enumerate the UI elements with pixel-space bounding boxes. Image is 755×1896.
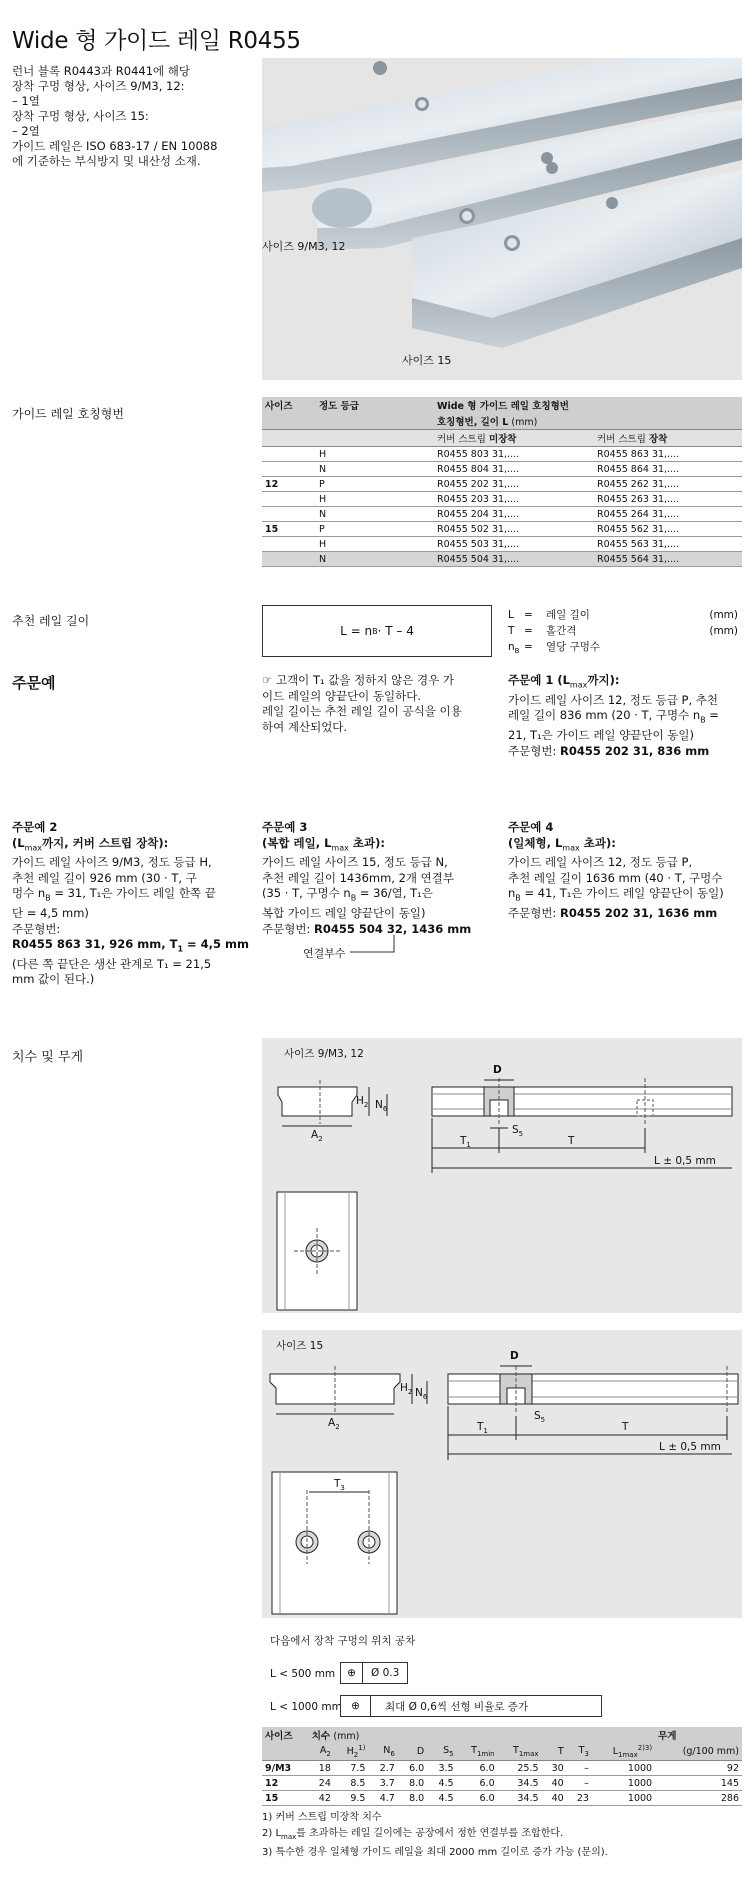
tolerance-1-label: L < 500 mm: [270, 1668, 336, 1680]
cell-part-a: R0455 803 31,....: [434, 447, 594, 462]
dim-A2-15-label: A: [328, 1417, 336, 1429]
cell-grade: N: [316, 507, 434, 522]
ex3-line-tail: = 36/열, T₁은: [356, 886, 433, 901]
photo-label-size-15: 사이즈 15: [402, 354, 452, 367]
cell-part-b: R0455 563 31,....: [594, 537, 742, 552]
ex2-order-value: R0455 863 31, 926 mm, T: [12, 937, 178, 952]
dim-T1: $T_1$: [460, 1135, 471, 1150]
cell: 34.5: [498, 1776, 542, 1791]
dim-T3-15: $T_3$: [334, 1478, 345, 1493]
ex3-line: 복합 가이드 레일 양끝단이 동일): [262, 906, 426, 921]
dim-N6: $N_6$: [375, 1099, 388, 1114]
dim-D: D: [493, 1064, 502, 1076]
cell-grade: H: [316, 447, 434, 462]
cell-grade: H: [316, 492, 434, 507]
cell-part-a: R0455 502 31,....: [434, 522, 594, 537]
ex1-order-label: 주문형번:: [508, 743, 560, 758]
page-title: Wide 형 가이드 레일 R0455: [12, 28, 301, 54]
dimensions-section-label: 치수 및 무게: [12, 1050, 84, 1065]
cell: 6.0: [457, 1791, 498, 1806]
cell: 6.0: [457, 1761, 498, 1776]
cell: 3.5: [427, 1761, 456, 1776]
ex3-line: 가이드 레일 사이즈 15, 정도 등급 N,: [262, 855, 448, 870]
th-group: Wide 형 가이드 레일 호칭형번: [434, 397, 742, 413]
th-weight-unit: (g/100 mm): [655, 1743, 742, 1761]
table-row: [262, 552, 742, 567]
rail-illustration: [262, 58, 742, 380]
th-weight: 무게: [655, 1727, 742, 1743]
th-col: $N_6$: [368, 1743, 397, 1761]
ex2-line: 멍수 n: [12, 886, 46, 901]
dim-T1-label: T: [460, 1135, 467, 1147]
legend-text: 홀간격: [546, 625, 577, 637]
cell-size: 12: [262, 477, 316, 492]
table-row: [262, 507, 742, 522]
th-no-cover-a: 커버 스트립: [437, 434, 489, 445]
joint-label: 연결부수: [303, 947, 346, 960]
ex4-title2: (일체형, L: [508, 835, 563, 850]
cell: 42: [309, 1791, 334, 1806]
ex4-title2-sub: max: [562, 842, 580, 852]
ex1-title: 주문예 1 (L: [508, 673, 570, 687]
ex4-line-tail: = 41, T₁은 가이드 레일 양끝단이 동일): [520, 886, 724, 901]
legend-text: 열당 구멍수: [546, 641, 601, 653]
ex4-line: 가이드 레일 사이즈 12, 정도 등급 P,: [508, 855, 693, 870]
ex1-title-sub: max: [569, 680, 588, 690]
dim-A2-label: A: [311, 1129, 319, 1141]
ex4-line: n: [508, 886, 516, 901]
cell: 8.5: [334, 1776, 369, 1791]
tolerance-title: 다음에서 장착 구멍의 위치 공차: [270, 1635, 416, 1647]
tolerance-1-frame: [340, 1662, 408, 1684]
dim-S5-15: $S_5$: [534, 1410, 546, 1425]
cell-part-a: R0455 203 31,....: [434, 492, 594, 507]
cell: 34.5: [498, 1791, 542, 1806]
th-no-cover: [434, 430, 594, 447]
ex4-title2-post: 초과):: [579, 835, 616, 850]
ex2-title2-sub: max: [24, 842, 43, 852]
note-line: 레일 길이는 추천 레일 길이 공식을 이용: [262, 704, 462, 718]
th-with-cover: [594, 430, 742, 447]
photo-label-size-9-12: 사이즈 9/M3, 12: [262, 240, 346, 253]
order-note: [262, 673, 490, 735]
th-with-cover-b: 장착: [648, 434, 668, 445]
fig2-title: 사이즈 15: [276, 1340, 324, 1352]
ex2-line: 단 = 4,5 mm): [12, 906, 89, 921]
cell-grade: P: [316, 477, 434, 492]
ex1-order-value: R0455 202 31, 836 mm: [559, 743, 710, 758]
cell-size: [262, 537, 316, 552]
th-col: $S_5$: [427, 1743, 456, 1761]
th-col: T: [542, 1743, 567, 1761]
order-example-3: 주문예 3 (복합 레일, $L_{max}$ 초과): 가이드 레일 사이즈 15, 정도 등급 N, 추천 레일 길이 1436mm, 2개 연결부 (35 · T, 구명수 $n_B = 36/$열, T₁은 복합 가이드 레일 양끝단이 동일) 주문형번: R0455 504 32, 1436 mm: [262, 820, 492, 937]
table-row: [262, 477, 742, 492]
dim-A2: $A_2$: [311, 1129, 323, 1144]
footnote: 3) 특수한 경우 일체형 가이드 레일을 최대 2000 mm 길이로 증가 가능 (문의).: [262, 1847, 608, 1858]
dim-T: T: [568, 1135, 575, 1147]
cell-size: 15: [262, 1791, 309, 1806]
footnotes: [262, 1810, 742, 1861]
cell: 7.5: [334, 1761, 369, 1776]
th-col: D: [398, 1743, 427, 1761]
th-with-cover-a: 커버 스트립: [597, 434, 649, 445]
intro-line: 장착 구멍 형상, 사이즈 9/M3, 12:: [12, 79, 185, 93]
cell-grade: N: [316, 552, 434, 567]
note-icon: ☞: [262, 673, 273, 687]
cell: 1000: [592, 1791, 655, 1806]
cell: 24: [309, 1776, 334, 1791]
ex1-title-post: 까지):: [587, 673, 620, 687]
ex2-order-tail: = 4,5 mm: [183, 937, 250, 952]
intro-line: – 1열: [12, 94, 40, 108]
ex4-title: 주문예 4: [508, 820, 554, 834]
ex2-title: 주문예 2: [12, 820, 58, 834]
cell-part-a: R0455 504 31,....: [434, 552, 594, 567]
legend-key-sub: B: [514, 647, 520, 656]
intro-line: 가이드 레일은 ISO 683-17 / EN 10088: [12, 139, 218, 153]
footnote-2-b: 를 초과하는 레일 길이에는 공장에서 정한 연결부를 조합한다.: [296, 1828, 564, 1839]
dim-H2: $H_2$: [356, 1095, 369, 1110]
joint-leader-line: [350, 935, 400, 960]
note-line: 고객이 T₁ 값을 정하지 않은 경우 가: [275, 673, 454, 687]
legend-eq: =: [524, 609, 533, 621]
fig1-drawing: [262, 1038, 742, 1313]
fig1-title: 사이즈 9/M3, 12: [284, 1048, 364, 1060]
order-example-1: 주문예 1 ($L_{max}$까지): 가이드 레일 사이즈 12, 정도 등급 P, 추천 레일 길이 836 mm (20 · T, 구명수 $n_B$ = 21, T₁은 가이드 레일 양끝단이 동일) 주문형번: R0455 202 31, 836 mm: [508, 673, 748, 759]
cell: 2.7: [368, 1761, 397, 1776]
ex4-order-value: R0455 202 31, 1636 mm: [559, 906, 718, 921]
legend-eq: =: [524, 641, 533, 653]
dim-D-15: D: [510, 1350, 519, 1362]
th-dim-text: 치수: [311, 1731, 331, 1742]
dim-A2-15: $A_2$: [328, 1417, 340, 1432]
dim-H2-15-label: H: [400, 1382, 408, 1394]
th-dim-unit: (mm): [333, 1731, 360, 1742]
legend-key: [508, 639, 524, 659]
cell-part-a: R0455 503 31,....: [434, 537, 594, 552]
legend-key: L: [508, 609, 514, 621]
dim-N6-15-label: N: [415, 1387, 423, 1399]
th-size: 사이즈: [262, 1727, 309, 1743]
cell-part-a: R0455 804 31,....: [434, 462, 594, 477]
position-tolerance-icon: ⊕: [341, 1663, 363, 1683]
cell: 8.0: [398, 1776, 427, 1791]
legend-key: T: [508, 625, 515, 637]
product-photo: [262, 58, 742, 380]
cell-grade: N: [316, 462, 434, 477]
cell: 6.0: [457, 1776, 498, 1791]
order-example-2: 주문예 2 ($L_{max}$까지, 커버 스트립 장착): 가이드 레일 사이즈 9/M3, 정도 등급 H, 추천 레일 길이 926 mm (30 · T, 구 멍수 $n_B = 31$, T₁은 가이드 레일 한쪽 끝 단 = 4,5 mm) 주문형번: R0455 863 31, 926 mm, $T_1 = 4,5$ mm (다른 쪽 끝단은 생산 관계로 T₁ = 21,5 mm 값이 된다.): [12, 820, 250, 987]
dimension-figure-size-15: [262, 1330, 742, 1618]
ex3-order-label: 주문형번:: [262, 921, 314, 936]
ex2-title2: (L: [12, 835, 25, 850]
legend-eq: =: [524, 625, 533, 637]
th-dim: [309, 1727, 655, 1743]
footnote-2-sub: max: [281, 1833, 297, 1841]
cell-weight: 286: [655, 1791, 742, 1806]
ex4-order-label: 주문형번:: [508, 906, 560, 921]
dim-H2-label: H: [356, 1095, 364, 1107]
cell: 3.7: [368, 1776, 397, 1791]
legend-row: [508, 623, 738, 639]
cell: –: [567, 1761, 592, 1776]
footnote: 1) 커버 스트립 미장착 치수: [262, 1812, 382, 1823]
intro-text: [12, 64, 252, 169]
dim-T1-15-label: T: [477, 1421, 484, 1433]
dimension-figure-size-9-12: [262, 1038, 742, 1313]
ex1-line: 21, T₁은 가이드 레일 양끝단이 동일): [508, 728, 694, 743]
cell-size: 12: [262, 1776, 309, 1791]
length-section-label: 추천 레일 길이: [12, 614, 90, 628]
table-row: [262, 1791, 742, 1806]
cell-size: [262, 492, 316, 507]
dim-L-15: L ± 0,5 mm: [659, 1441, 721, 1453]
cell: 23: [567, 1791, 592, 1806]
dim-H2-15: $H_2$: [400, 1382, 413, 1397]
position-tolerance-icon: ⊕: [341, 1696, 371, 1716]
ex4-line: 추천 레일 길이 1636 mm (40 · T, 구멍수: [508, 870, 723, 885]
footnote: [262, 1826, 742, 1845]
cell-grade: H: [316, 537, 434, 552]
order-number-table: [262, 397, 742, 567]
table-row: [262, 462, 742, 477]
cell-part-b: R0455 263 31,....: [594, 492, 742, 507]
cell-size: [262, 447, 316, 462]
order-example-4: 주문예 4 (일체형, $L_{max}$ 초과): 가이드 레일 사이즈 12, 정도 등급 P, 추천 레일 길이 1636 mm (40 · T, 구멍수 $n_B = 41$, T₁은 가이드 레일 양끝단이 동일) 주문형번: R0455 202 31, 1636 mm: [508, 820, 748, 922]
tolerance-2-label: L < 1000 mm: [270, 1701, 342, 1713]
th-sub: [434, 413, 742, 430]
ex3-title2: (복합 레일, L: [262, 835, 332, 850]
legend-unit: (mm): [709, 625, 738, 637]
th-col: $T_{1min}$: [457, 1743, 498, 1761]
cell-part-b: R0455 562 31,....: [594, 522, 742, 537]
dim-N6-label: N: [375, 1099, 383, 1111]
ex3-title: 주문예 3: [262, 820, 308, 834]
dim-S5-label: S: [512, 1124, 519, 1136]
cell: 30: [542, 1761, 567, 1776]
cell: 4.5: [427, 1791, 456, 1806]
ex3-order-value: R0455 504 32, 1436 mm: [313, 921, 472, 936]
table-row: [262, 1776, 742, 1791]
ex2-title2-post: 까지, 커버 스트립 장착):: [42, 835, 169, 850]
ex3-title2-post: 초과):: [348, 835, 385, 850]
table-row: [262, 537, 742, 552]
cell: 8.0: [398, 1791, 427, 1806]
ex3-line: (35 · T, 구명수 n: [262, 886, 351, 901]
dim-S5-15-label: S: [534, 1410, 541, 1422]
th-sub-unit: (mm): [511, 417, 538, 428]
formula-a: L = n: [340, 624, 373, 638]
cell: 18: [309, 1761, 334, 1776]
dim-L: L ± 0,5 mm: [654, 1155, 716, 1167]
tolerance-1-value: Ø 0.3: [371, 1667, 400, 1679]
th-col: $H_2^{1)}$: [334, 1743, 369, 1761]
cell-size: [262, 462, 316, 477]
legend-row: [508, 607, 738, 623]
cell: 25.5: [498, 1761, 542, 1776]
cell-part-b: R0455 564 31,....: [594, 552, 742, 567]
tolerance-2-frame: [340, 1695, 602, 1717]
ex3-line: 추천 레일 길이 1436mm, 2개 연결부: [262, 870, 455, 885]
ex3-title2-sub: max: [331, 842, 349, 852]
length-legend: [508, 607, 738, 659]
ex1-line: 레일 길이 836 mm (20 · T, 구명수 n: [508, 708, 701, 723]
th-no-cover-b: 미장착: [488, 434, 517, 445]
th-sub-text: 호칭형번, 길이 L: [437, 417, 509, 428]
th-col: $T_3$: [567, 1743, 592, 1761]
cell-part-a: R0455 204 31,....: [434, 507, 594, 522]
table-row: [262, 492, 742, 507]
cell-size: [262, 552, 316, 567]
cell: 40: [542, 1776, 567, 1791]
tolerance-2-value: 최대 Ø 0,6씩 선형 비율로 증가: [385, 1700, 529, 1713]
cell-part-b: R0455 864 31,....: [594, 462, 742, 477]
intro-line: – 2열: [12, 124, 40, 138]
ex2-line: 주문형번:: [12, 921, 61, 936]
order-example-section-label: 주문예: [12, 674, 56, 692]
dim-S5: $S_5$: [512, 1124, 524, 1139]
cell: 40: [542, 1791, 567, 1806]
th-col: $L_{1max}^{2)3)}$: [592, 1743, 655, 1761]
table-row: [262, 522, 742, 537]
intro-line: 에 기준하는 부식방지 및 내산성 소재.: [12, 154, 201, 168]
ex1-line: 가이드 레일 사이즈 12, 정도 등급 P, 추천: [508, 692, 718, 707]
order-table-section-label: 가이드 레일 호칭형번: [12, 407, 124, 421]
th-col: $A_2$: [309, 1743, 334, 1761]
ex2-line: 가이드 레일 사이즈 9/M3, 정도 등급 H,: [12, 855, 212, 870]
cell-part-b: R0455 264 31,....: [594, 507, 742, 522]
cell-weight: 92: [655, 1761, 742, 1776]
ex1-line-tail: =: [705, 708, 719, 723]
th-col: $T_{1max}$: [498, 1743, 542, 1761]
cell: 1000: [592, 1761, 655, 1776]
table-row: [262, 1761, 742, 1776]
footnote-2-a: 2) L: [262, 1828, 282, 1839]
cell: –: [567, 1776, 592, 1791]
dim-T-15: T: [622, 1421, 629, 1433]
cell-part-b: R0455 262 31,....: [594, 477, 742, 492]
formula-b: · T – 4: [377, 624, 414, 638]
dimension-table: [262, 1727, 742, 1806]
dim-T1-15: $T_1$: [477, 1421, 488, 1436]
legend-key-a: n: [508, 641, 515, 653]
fig2-drawing: [262, 1330, 742, 1618]
ex2-line: 추천 레일 길이 926 mm (30 · T, 구: [12, 870, 197, 885]
legend-row: [508, 639, 738, 659]
intro-line: 런너 블록 R0443과 R0441에 해당: [12, 64, 191, 78]
legend-unit: (mm): [709, 609, 738, 621]
cell: 4.5: [427, 1776, 456, 1791]
cell: 1000: [592, 1776, 655, 1791]
ex2-line: mm 값이 된다.): [12, 972, 95, 987]
ex2-line: (다른 쪽 끝단은 생산 관계로 T₁ = 21,5: [12, 956, 212, 971]
cell-size: 9/M3: [262, 1761, 309, 1776]
cell: 4.7: [368, 1791, 397, 1806]
dim-T3-15-label: T: [334, 1478, 341, 1490]
dim-N6-15: $N_6$: [415, 1387, 428, 1402]
cell: 6.0: [398, 1761, 427, 1776]
cell-grade: P: [316, 522, 434, 537]
note-line: 하여 계산되었다.: [262, 719, 348, 734]
intro-line: 장착 구멍 형상, 사이즈 15:: [12, 109, 149, 123]
cell: 9.5: [334, 1791, 369, 1806]
legend-text: 레일 길이: [546, 609, 590, 621]
ex2-line-tail: = 31, T₁은 가이드 레일 한쪽 끝: [50, 886, 216, 901]
th-grade: 정도 등급: [316, 397, 434, 413]
legend-unit: [708, 639, 738, 659]
length-formula: [262, 605, 492, 657]
note-line: 이드 레일의 양끝단이 동일하다.: [262, 688, 422, 703]
cell-part-a: R0455 202 31,....: [434, 477, 594, 492]
table-row: [262, 447, 742, 462]
cell-part-b: R0455 863 31,....: [594, 447, 742, 462]
th-size: 사이즈: [262, 397, 316, 413]
formula-sub: B: [372, 626, 378, 636]
cell-size: 15: [262, 522, 316, 537]
cell-size: [262, 507, 316, 522]
cell-weight: 145: [655, 1776, 742, 1791]
